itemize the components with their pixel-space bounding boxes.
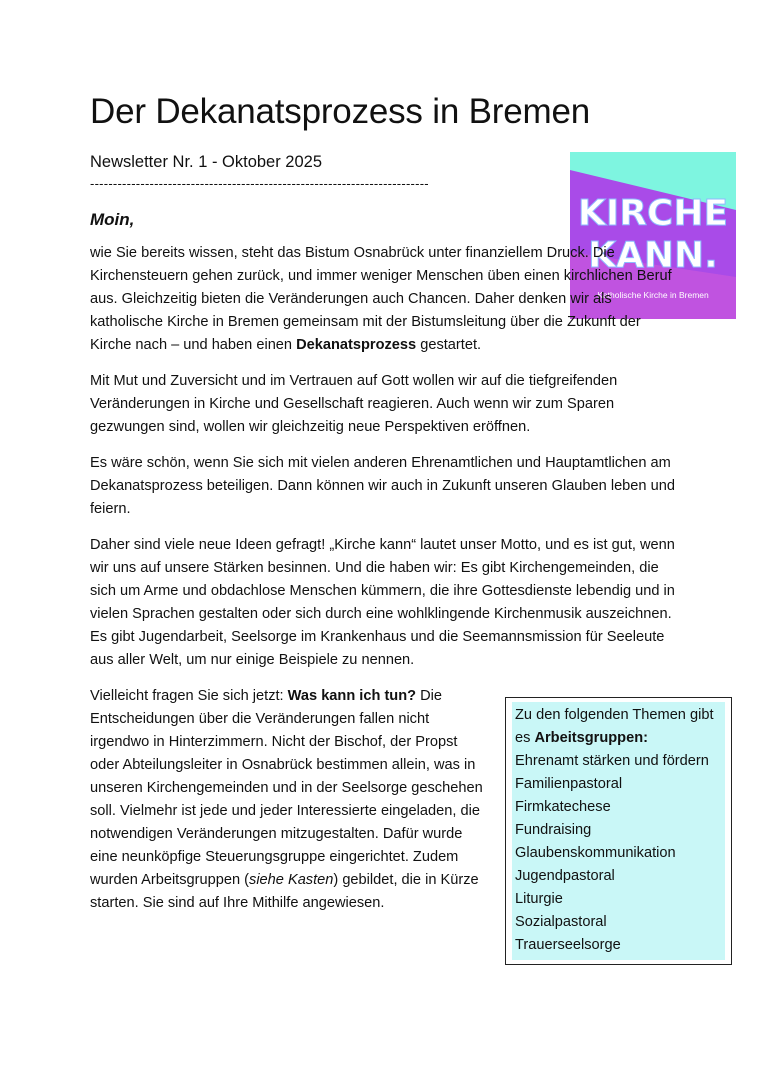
emphasis-dekanatsprozess: Dekanatsprozess (296, 337, 417, 353)
page-title: Der Dekanatsprozess in Bremen (90, 92, 590, 131)
newsletter-subtitle: Newsletter Nr. 1 - Oktober 2025 (90, 153, 323, 171)
emphasis-siehe-kasten: siehe Kasten (249, 872, 334, 888)
list-item: Liturgie (515, 891, 563, 907)
paragraph-mut: Mit Mut und Zuversicht und im Vertrauen auf Gott wollen wir auf die tiefgreifenden Veränderungen in Kirche und Gesellschaft reagieren. Auch wenn wir zum Sparen gezwungen sind, wollen wir gleichzeitig neue Perspektiven eröffnen. (90, 373, 618, 435)
paragraph-intro: wie Sie bereits wissen, steht das Bistum Osnabrück unter finanziellem Druck. Die Kirchensteuern gehen zurück, und immer weniger Menschen üben einen kirchlichen Beruf aus. Gleichzeitig bieten die Veränderungen auch Chancen. Daher denken wir als katholische Kirche in Bremen gemeinsam mit der Bistumsleitung über die Zukunft der Kirche nach – und haben einen Dekanatsprozess gestartet. (90, 245, 672, 353)
infobox-intro: Zu den folgenden Themen gibt es Arbeitsgruppen: (515, 707, 714, 746)
list-item: Fundraising (515, 822, 592, 838)
paragraph-ideen: Daher sind viele neue Ideen gefragt! „Kirche kann“ lautet unser Motto, und es ist gut, wenn wir uns auf unsere Stärken besinnen. Und die haben wir: Es gibt Kirchengemeinden, die sich um Arme und obdachlose Menschen kümmern, die ihre Gottesdienste lebendig und in vielen Sprachen gestalten oder sich durch eine wohlklingende Kirchenmusik auszeichnen. Es gibt Jugendarbeit, Seelsorge im Krankenhaus und die Seemannsmission für Seeleute aus aller Welt, um nur einige Beispiele zu nennen. (90, 537, 675, 668)
logo-line2: KANN. (588, 235, 718, 276)
list-item: Ehrenamt stärken und fördern (515, 753, 709, 769)
list-item: Jugendpastoral (515, 868, 615, 884)
arbeitsgruppen-list (515, 750, 723, 957)
greeting: Moin, (90, 210, 135, 229)
paragraph-was-kann-ich-tun: Vielleicht fragen Sie sich jetzt: Was kann ich tun? Die Entscheidungen über die Veränderungen fallen nicht irgendwo in Hinterzimmern. Nicht der Bischof, der Propst oder Abteilungsleiter in Osnabrück bestimmen allein, was in unseren Kirchengemeinden und in der Seelsorge geschehen soll. Vielmehr ist jede und jeder Interessierte eingeladen, die notwendigen Veränderungen mitzugestalten. Dafür wurde eine neunköpfige Steuerungsgruppe eingerichtet. Zudem wurden Arbeitsgruppen (siehe Kasten) gebildet, die in Kürze starten. Sie sind auf Ihre Mithilfe angewiesen. (90, 688, 483, 911)
list-item: Familienpastoral (515, 776, 623, 792)
divider-line: -------------------------------------------------------------------------- (90, 176, 429, 191)
list-item: Sozialpastoral (515, 914, 607, 930)
list-item: Firmkatechese (515, 799, 611, 815)
paragraph-ehrenamt: Es wäre schön, wenn Sie sich mit vielen anderen Ehrenamtlichen und Hauptamtlichen am Dekanatsprozess beteiligen. Dann können wir auch in Zukunft unseren Glauben leben und feiern. (90, 455, 675, 517)
logo-tagline: Katholische Kirche in Bremen (597, 290, 709, 300)
arbeitsgruppen-infobox (505, 697, 732, 965)
list-item: Glaubenskommunikation (515, 845, 676, 861)
logo-line1: KIRCHE (577, 193, 729, 234)
list-item: Trauerseelsorge (515, 937, 621, 953)
emphasis-was-kann-ich-tun: Was kann ich tun? (287, 688, 417, 704)
